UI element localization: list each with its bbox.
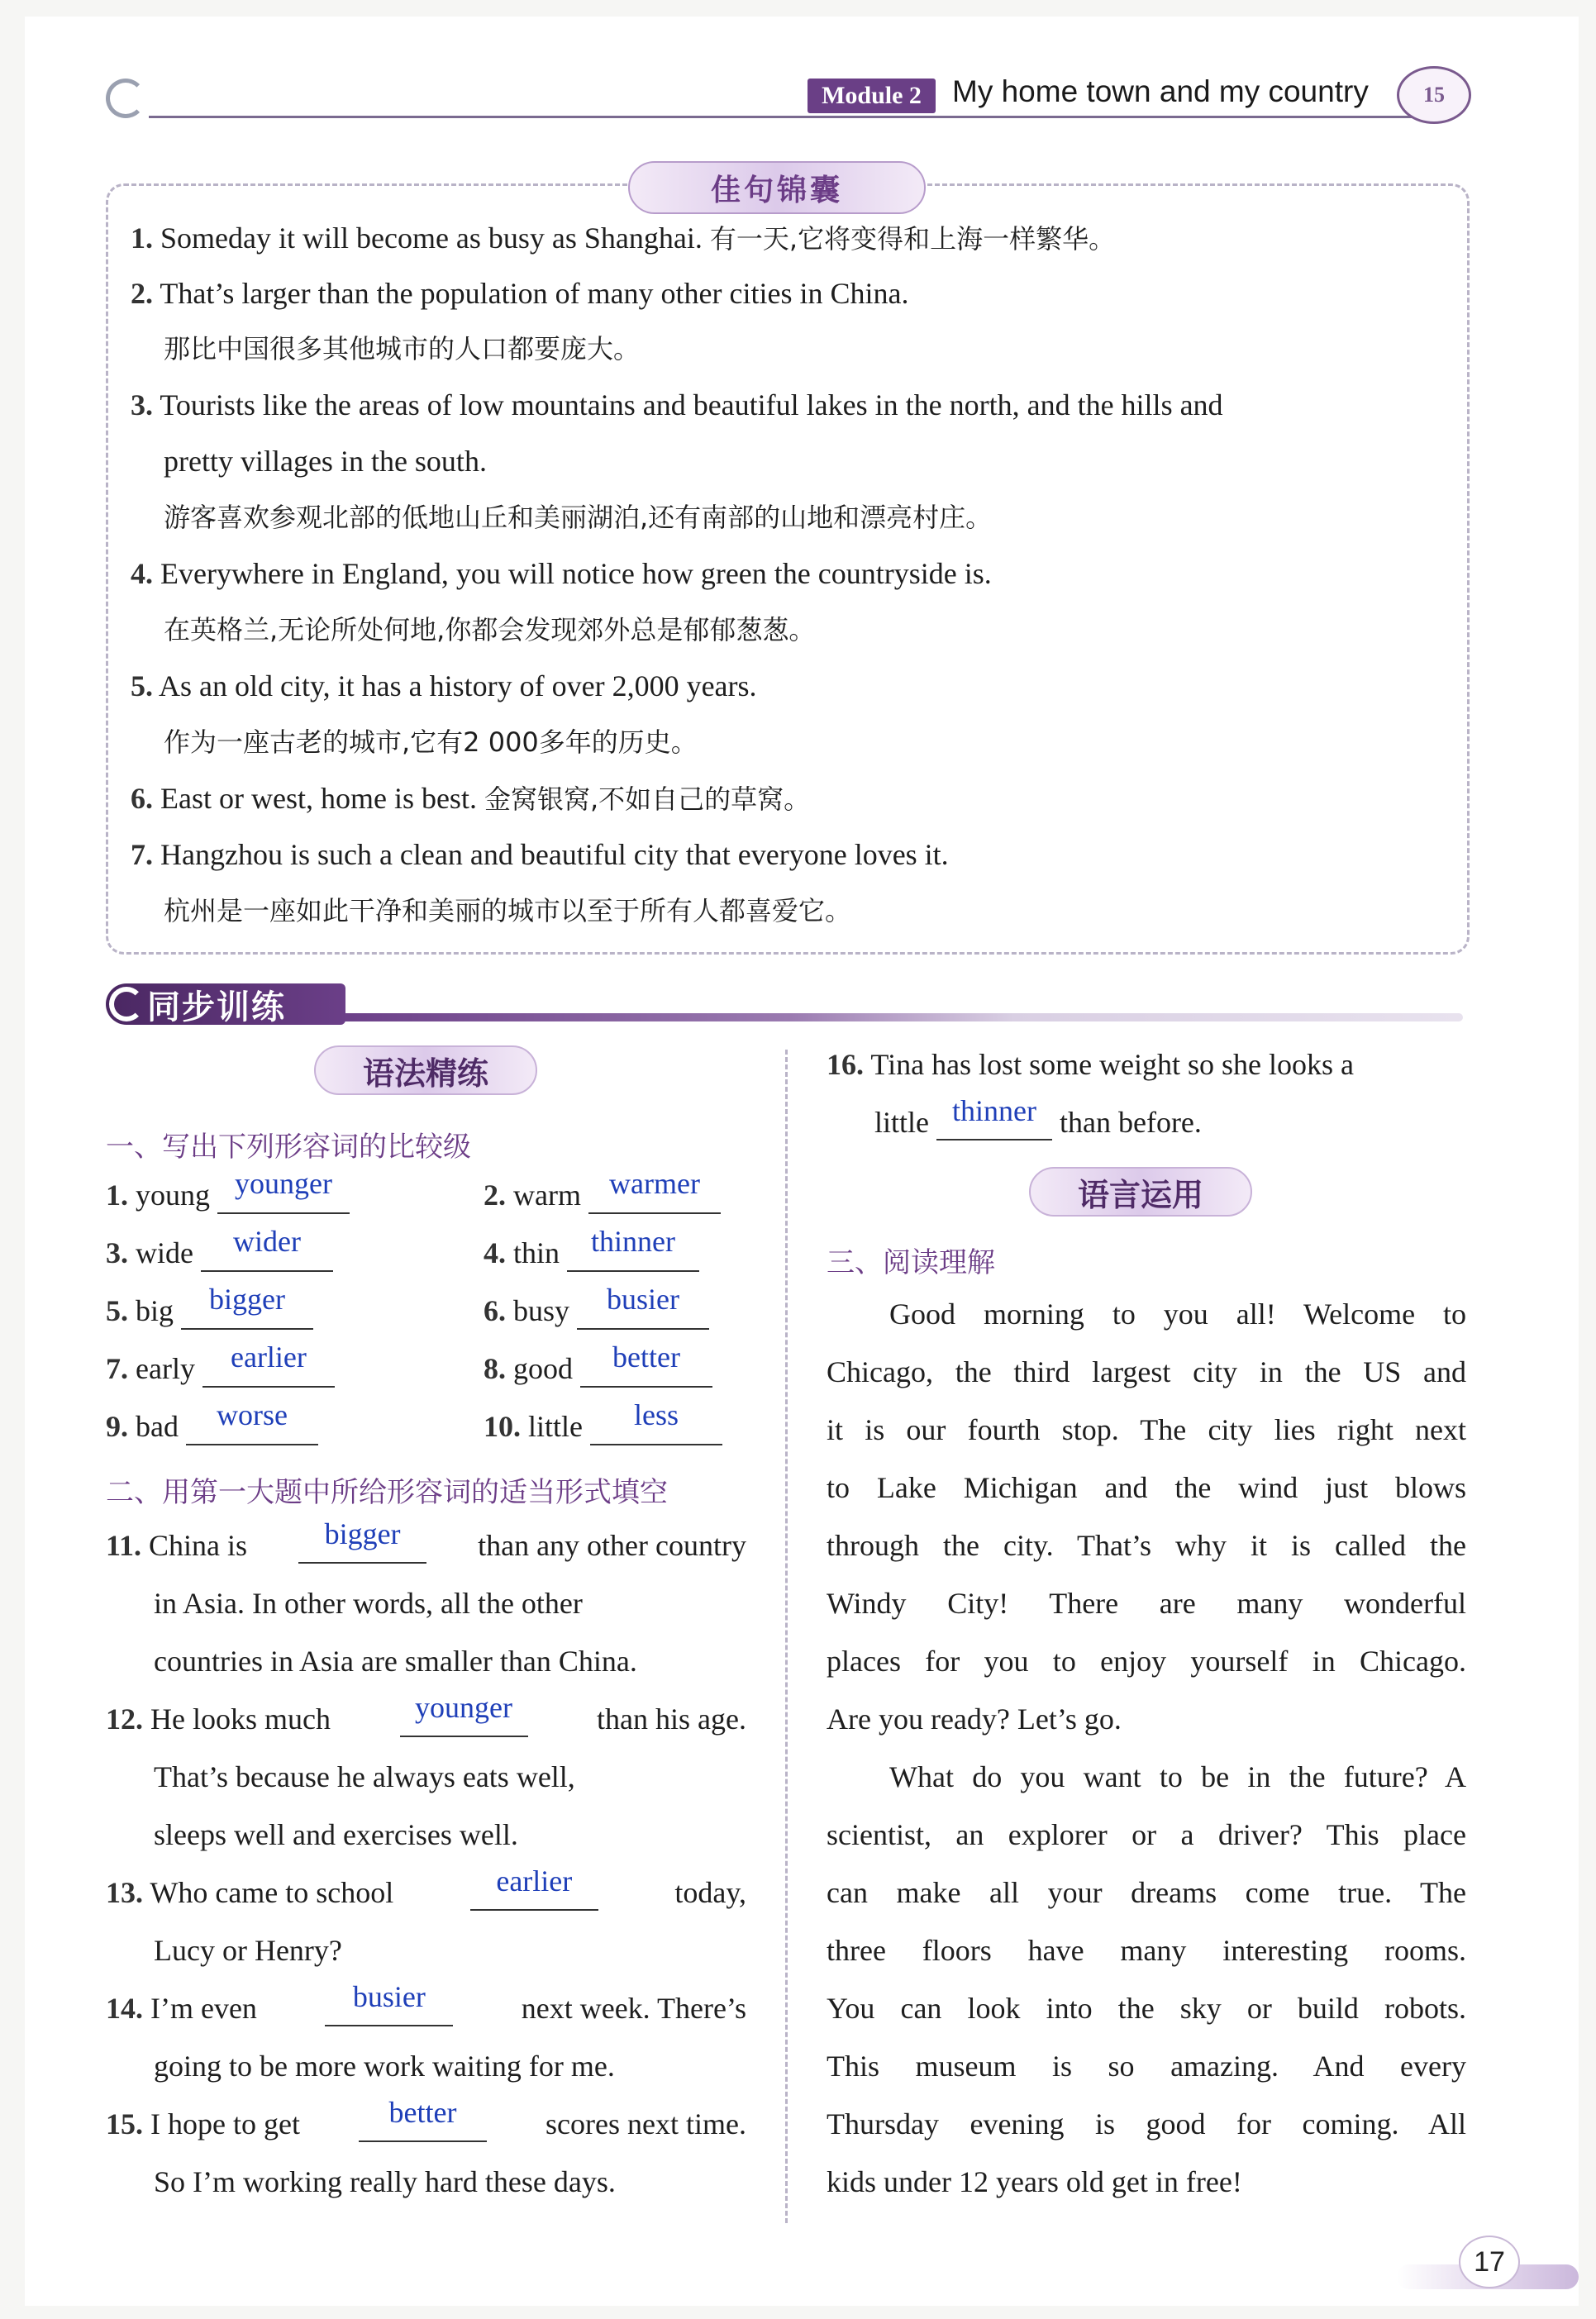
answer: earlier <box>202 1351 335 1388</box>
answer: busier <box>577 1293 709 1330</box>
answer: thinner <box>936 1106 1052 1140</box>
question-11-line2: in Asia. In other words, all the other <box>154 1587 583 1620</box>
reading-line: You can look into the sky or build robots. <box>827 1992 1466 2025</box>
answer: busier <box>325 1992 453 2026</box>
reading-line: scientist, an explorer or a driver? This place <box>827 1818 1466 1851</box>
sentence-3-cont: pretty villages in the south. <box>164 445 487 478</box>
question-14-line2: going to be more work waiting for me. <box>154 2050 615 2083</box>
word-item: 10. little less <box>484 1409 722 1445</box>
question-14: 14. I’m even busier next week. There’s <box>106 1980 746 2025</box>
answer: wider <box>201 1236 333 1272</box>
sentence-1: 1. Someday it will become as busy as Shanghai. 有一天,它将变得和上海一样繁华。 <box>131 221 1116 255</box>
question-11: 11. China is bigger than any other country <box>106 1517 746 1562</box>
reading-line: Are you ready? Let’s go. <box>827 1702 1122 1736</box>
sentence-2: 2. That’s larger than the population of many other cities in China. <box>131 277 909 310</box>
answer: bigger <box>298 1529 426 1564</box>
question-11-line3: countries in Asia are smaller than China. <box>154 1645 637 1678</box>
reading-line: it is our fourth stop. The city lies right next <box>827 1413 1466 1446</box>
reading-line: through the city. That’s why it is called the <box>827 1529 1466 1562</box>
word-item: 1. young younger <box>106 1178 350 1214</box>
sentence-4: 4. Everywhere in England, you will notice how green the countryside is. <box>131 557 992 590</box>
header-line <box>149 116 1451 118</box>
question-13-line2: Lucy or Henry? <box>154 1934 342 1967</box>
word-item: 3. wide wider <box>106 1236 333 1272</box>
answer: earlier <box>470 1876 598 1911</box>
reading-line: can make all your dreams come true. The <box>827 1876 1466 1909</box>
answer: worse <box>186 1409 318 1445</box>
sentences-box-title: 佳句锦囊 <box>628 161 926 214</box>
question-12-line3: sleeps well and exercises well. <box>154 1818 518 1851</box>
reading-line: to Lake Michigan and the wind just blows <box>827 1471 1466 1504</box>
section-3-title: 三、阅读理解 <box>827 1246 995 1279</box>
reading-line: Thursday evening is good for coming. All <box>827 2107 1466 2140</box>
answer: less <box>590 1409 722 1445</box>
word-item: 2. warm warmer <box>484 1178 721 1214</box>
grammar-pill: 语法精练 <box>314 1045 537 1095</box>
answer: better <box>580 1351 712 1388</box>
sentence-6: 6. East or west, home is best. 金窝银窝,不如自己的草窝。 <box>131 782 811 815</box>
reading-line: places for you to enjoy yourself in Chicago. <box>827 1645 1466 1678</box>
question-12-line2: That’s because he always eats well, <box>154 1760 575 1793</box>
word-item: 7. early earlier <box>106 1351 335 1388</box>
banner-line <box>339 1013 1463 1021</box>
reading-line: Good morning to you all! Welcome to <box>889 1298 1466 1331</box>
question-16-line2: little thinner than before. <box>874 1094 1202 1139</box>
sentence-5: 5. As an old city, it has a history of over 2,000 years. <box>131 669 757 702</box>
section-2-title: 二、用第一大题中所给形容词的适当形式填空 <box>106 1476 668 1509</box>
sentence-3: 3. Tourists like the areas of low mountains and beautiful lakes in the north, and the hills and <box>131 388 1223 421</box>
question-13: 13. Who came to school earlier today, <box>106 1864 746 1909</box>
word-item: 4. thin thinner <box>484 1236 699 1272</box>
answer: thinner <box>567 1236 699 1272</box>
reading-line: Chicago, the third largest city in the US and <box>827 1355 1466 1388</box>
sentence-7-cn: 杭州是一座如此干净和美丽的城市以至于所有人都喜爱它。 <box>164 895 852 926</box>
module-badge: Module 2 <box>808 79 936 113</box>
sentence-2-cn: 那比中国很多其他城市的人口都要庞大。 <box>164 333 641 364</box>
page-number: 17 <box>1459 2236 1520 2288</box>
answer: younger <box>400 1702 528 1737</box>
reading-line: What do you want to be in the future? A <box>889 1760 1466 1793</box>
question-15-line2: So I’m working really hard these days. <box>154 2165 616 2198</box>
section-1-title: 一、写出下列形容词的比较级 <box>106 1131 471 1164</box>
sentence-4-cn: 在英格兰,无论所处何地,你都会发现郊外总是郁郁葱葱。 <box>164 614 816 645</box>
word-item: 5. big bigger <box>106 1293 313 1330</box>
language-use-pill: 语言运用 <box>1029 1167 1252 1217</box>
sentence-3-cn: 游客喜欢参观北部的低地山丘和美丽湖泊,还有南部的山地和漂亮村庄。 <box>164 502 993 533</box>
reading-line: Windy City! There are many wonderful <box>827 1587 1466 1620</box>
word-item: 9. bad worse <box>106 1409 318 1445</box>
reading-line: three floors have many interesting rooms. <box>827 1934 1466 1967</box>
answer: younger <box>217 1178 350 1214</box>
module-title: My home town and my country <box>952 74 1369 108</box>
answer: better <box>359 2107 487 2142</box>
question-16: 16. Tina has lost some weight so she looks a <box>827 1048 1355 1081</box>
column-divider <box>785 1050 788 2223</box>
word-item: 8. good better <box>484 1351 712 1388</box>
banner-c-icon <box>109 987 144 1021</box>
sentence-7: 7. Hangzhou is such a clean and beautiful city that everyone loves it. <box>131 838 949 871</box>
swirl-icon <box>106 79 145 118</box>
answer: bigger <box>181 1293 313 1330</box>
sentence-5-cn: 作为一座古老的城市,它有2 000多年的历史。 <box>164 726 698 758</box>
question-12: 12. He looks much younger than his age. <box>106 1691 746 1736</box>
reading-line: kids under 12 years old get in free! <box>827 2165 1242 2198</box>
answer: warmer <box>588 1178 721 1214</box>
reading-line: This museum is so amazing. And every <box>827 2050 1466 2083</box>
question-15: 15. I hope to get better scores next time. <box>106 2096 746 2140</box>
word-item: 6. busy busier <box>484 1293 709 1330</box>
banner-title: 同步训练 <box>106 983 345 1025</box>
logo-icon: 15 <box>1397 66 1471 124</box>
